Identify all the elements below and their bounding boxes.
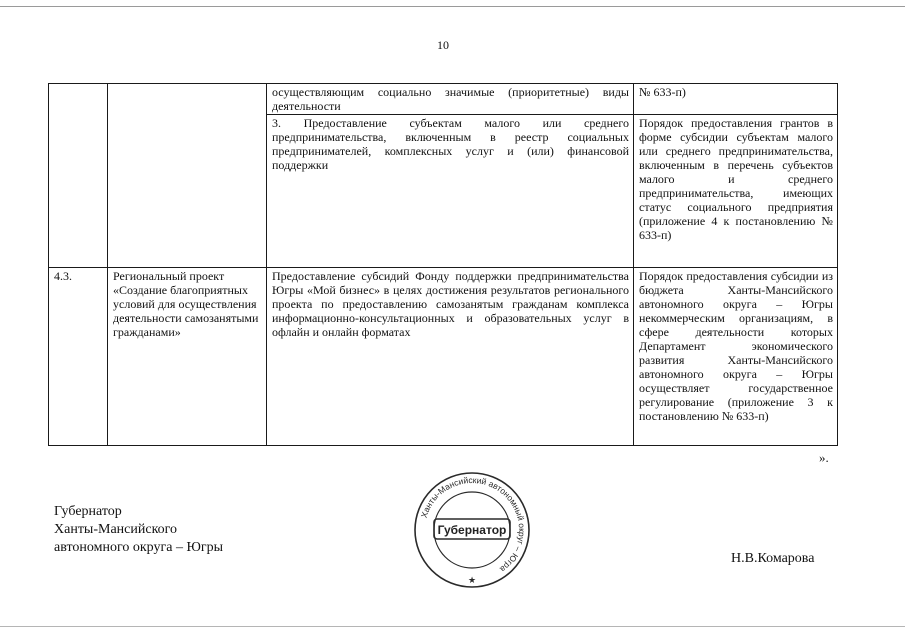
number-cell-empty: [49, 84, 108, 268]
seal-ring-text: Ханты-Мансийский автономный округ – Югра: [418, 474, 528, 575]
signatory-title-line: автономного округа – Югры: [54, 540, 223, 555]
scan-artifact-bottom: [0, 626, 905, 627]
page-number: 10: [437, 38, 449, 52]
document-cell: № 633-п): [634, 84, 838, 115]
description-cell: осуществляющим социально значимые (приоритетные) виды деятельности: [267, 84, 634, 115]
row-number: 4.3.: [49, 268, 108, 446]
official-seal: [412, 470, 532, 590]
project-name: Региональный проект «Создание благоприятных условий для осуществления деятельности самозанятыми гражданами»: [108, 268, 267, 446]
project-cell-empty: [108, 84, 267, 268]
signatory-title: [54, 503, 223, 557]
description-cell: 3. Предоставление субъектам малого или среднего предпринимательства, включенным в реестр социальных предпринимателей, комплексных услуг и (или) финансовой поддержки: [267, 115, 634, 268]
document-cell: Порядок предоставления субсидии из бюджета Ханты-Мансийского автономного округа – Югры некоммерческим организациям, в сфере деятельности которых Департамент экономического развития Ханты-Мансийского автономного округа – Югры осуществляет государственное регулирование (приложение 3 к постановлению № 633-п): [634, 268, 838, 446]
seal-star-icon: ★: [467, 575, 477, 585]
measures-table: [48, 83, 838, 446]
signatory-title-line: Ханты-Мансийского: [54, 522, 178, 537]
seal-center-text: Губернатор: [437, 523, 507, 537]
scan-artifact-top: [0, 6, 905, 7]
description-cell: Предоставление субсидий Фонду поддержки предпринимательства Югры «Мой бизнес» в целях достижения результатов регионального проекта по предоставлению самозанятым гражданам комплекса информационно-консультационных и образовательных услуг в офлайн и онлайн форматах: [267, 268, 634, 446]
table-row: [49, 268, 838, 446]
table-row: [49, 84, 838, 115]
closing-quote: ».: [819, 450, 829, 465]
signatory-name: Н.В.Комарова: [731, 551, 815, 566]
document-cell: Порядок предоставления грантов в форме субсидии субъектам малого или среднего предпринимательства, включенным в перечень субъектов малого и среднего предпринимательства, имеющих статус социального предприятия (приложение 4 к постановлению № 633-п): [634, 115, 838, 268]
signatory-title-line: Губернатор: [54, 504, 122, 519]
